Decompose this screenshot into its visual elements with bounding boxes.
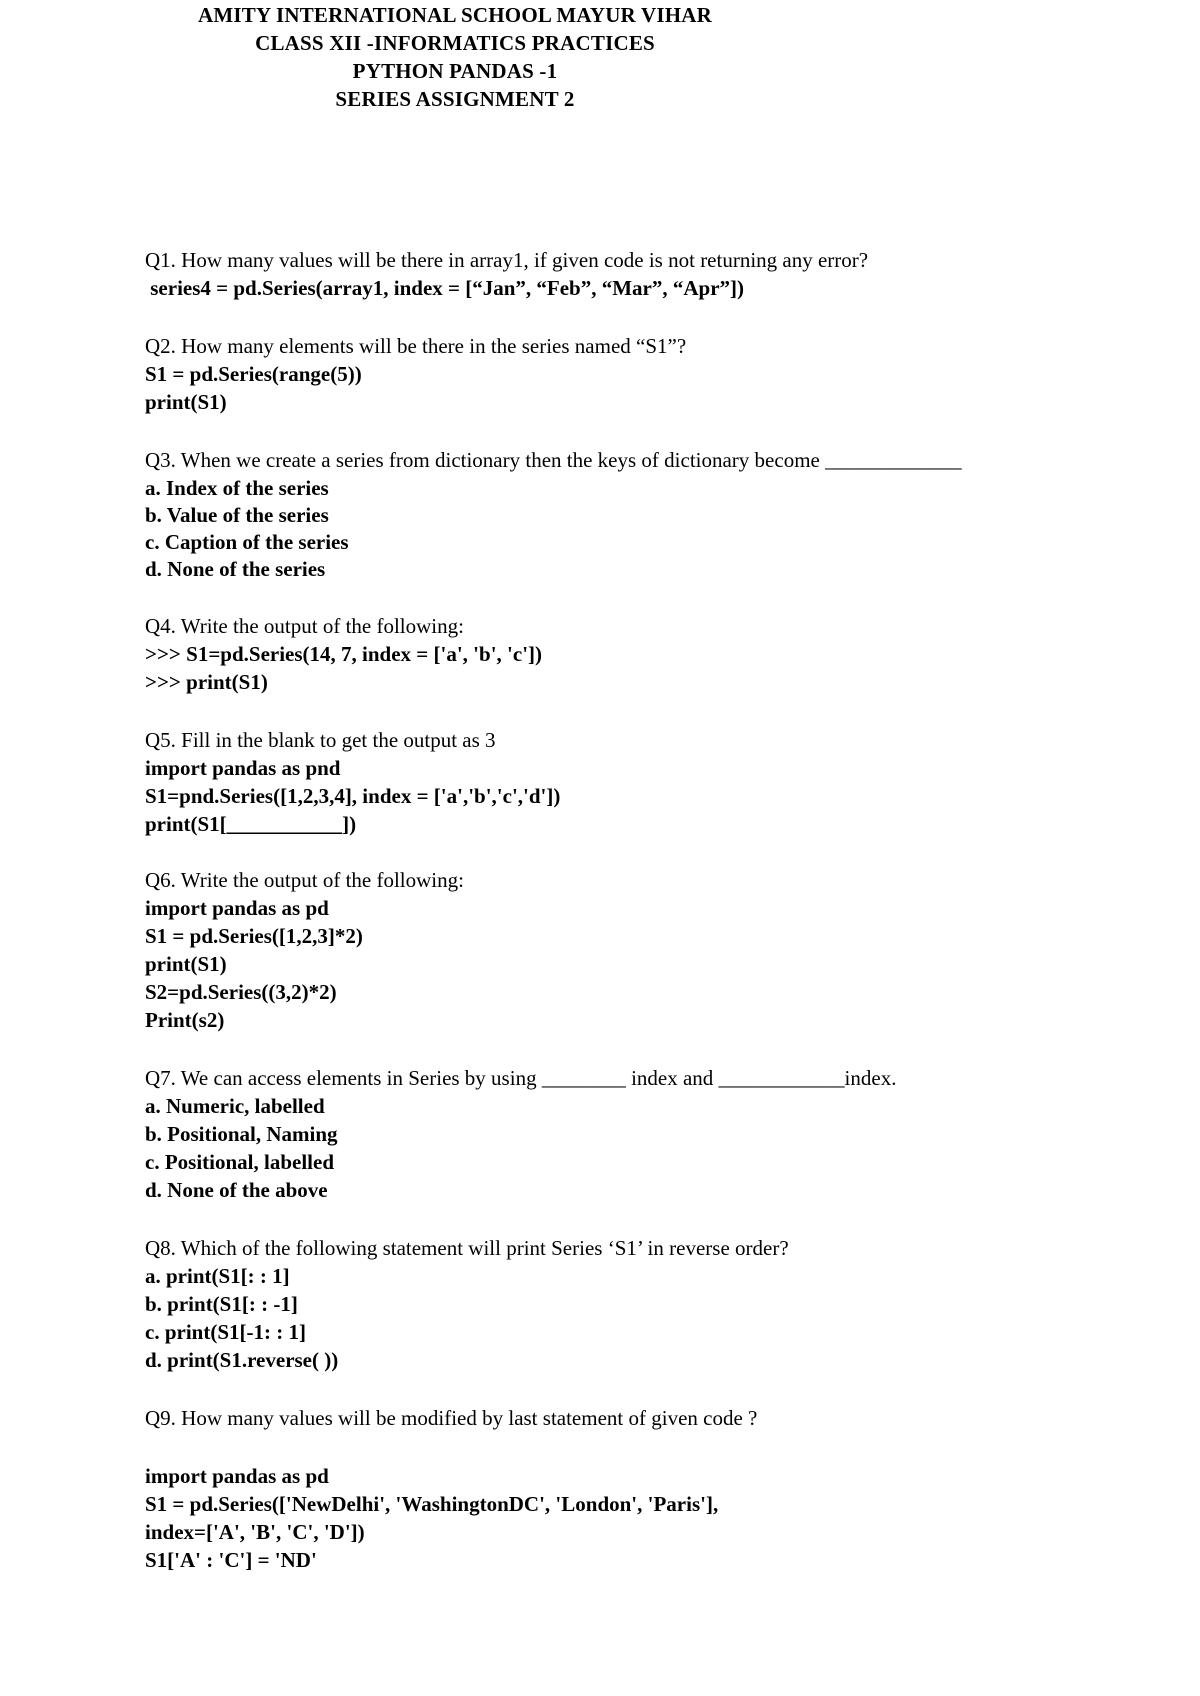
q9-text: Q9. How many values will be modified by last statement of given code ? — [145, 1406, 758, 1430]
q7-option: b. Positional, Naming — [145, 1122, 338, 1146]
q6-code-line: S2=pd.Series((3,2)*2) — [145, 980, 337, 1004]
q5-code-line: import pandas as pnd — [145, 756, 341, 780]
q5-text: Q5. Fill in the blank to get the output as 3 — [145, 728, 496, 752]
q3-option: d. None of the series — [145, 557, 326, 581]
q4-text: Q4. Write the output of the following: — [145, 614, 464, 638]
q7-option: d. None of the above — [145, 1178, 328, 1202]
q1-code-line: series4 = pd.Series(array1, index = [“Jan”, “Feb”, “Mar”, “Apr”]) — [145, 276, 745, 300]
topic-title: PYTHON PANDAS -1 — [352, 59, 558, 83]
q3-option: c. Caption of the series — [145, 530, 349, 554]
q5-code-line: S1=pnd.Series([1,2,3,4], index = ['a','b','c','d']) — [145, 784, 561, 808]
q9-code-line: S1['A' : 'C'] = 'ND' — [145, 1548, 317, 1572]
assignment-title: SERIES ASSIGNMENT 2 — [335, 87, 575, 111]
q2-text: Q2. How many elements will be there in the series named “S1”? — [145, 334, 687, 358]
q8-option: c. print(S1[-1: : 1] — [145, 1320, 306, 1344]
q8-text: Q8. Which of the following statement will print Series ‘S1’ in reverse order? — [145, 1236, 789, 1260]
q3-option: a. Index of the series — [145, 476, 329, 500]
q9-code-line: import pandas as pd — [145, 1464, 329, 1488]
q2-code-line: print(S1) — [145, 390, 227, 414]
q8-option: a. print(S1[: : 1] — [145, 1264, 290, 1288]
q2-code-line: S1 = pd.Series(range(5)) — [145, 362, 362, 386]
q7-option: c. Positional, labelled — [145, 1150, 334, 1174]
q9-code-line: index=['A', 'B', 'C', 'D']) — [145, 1520, 365, 1544]
q6-code-line: Print(s2) — [145, 1008, 225, 1032]
q1-text: Q1. How many values will be there in array1, if given code is not returning any error? — [145, 248, 869, 272]
q3-option: b. Value of the series — [145, 503, 329, 527]
q6-code-line: S1 = pd.Series([1,2,3]*2) — [145, 924, 363, 948]
q4-code-line: >>> S1=pd.Series(14, 7, index = ['a', 'b', 'c']) — [145, 642, 543, 666]
school-name: AMITY INTERNATIONAL SCHOOL MAYUR VIHAR — [197, 3, 712, 27]
q7-option: a. Numeric, labelled — [145, 1094, 325, 1118]
q8-option: d. print(S1.reverse( )) — [145, 1348, 339, 1372]
document-header — [0, 0, 1055, 114]
q6-code-line: print(S1) — [145, 952, 227, 976]
q6-text: Q6. Write the output of the following: — [145, 868, 464, 892]
q9-code-line: S1 = pd.Series(['NewDelhi', 'WashingtonDC', 'London', 'Paris'], — [145, 1492, 719, 1516]
q4-code-line: >>> print(S1) — [145, 670, 268, 694]
class-subject: CLASS XII -INFORMATICS PRACTICES — [255, 31, 655, 55]
q8-option: b. print(S1[: : -1] — [145, 1292, 298, 1316]
q3-text: Q3. When we create a series from dictionary then the keys of dictionary become _____________ — [145, 448, 962, 472]
q6-code-line: import pandas as pd — [145, 896, 329, 920]
q5-code-line: print(S1[___________]) — [145, 812, 357, 836]
q7-text: Q7. We can access elements in Series by using ________ index and ____________index. — [145, 1066, 897, 1090]
